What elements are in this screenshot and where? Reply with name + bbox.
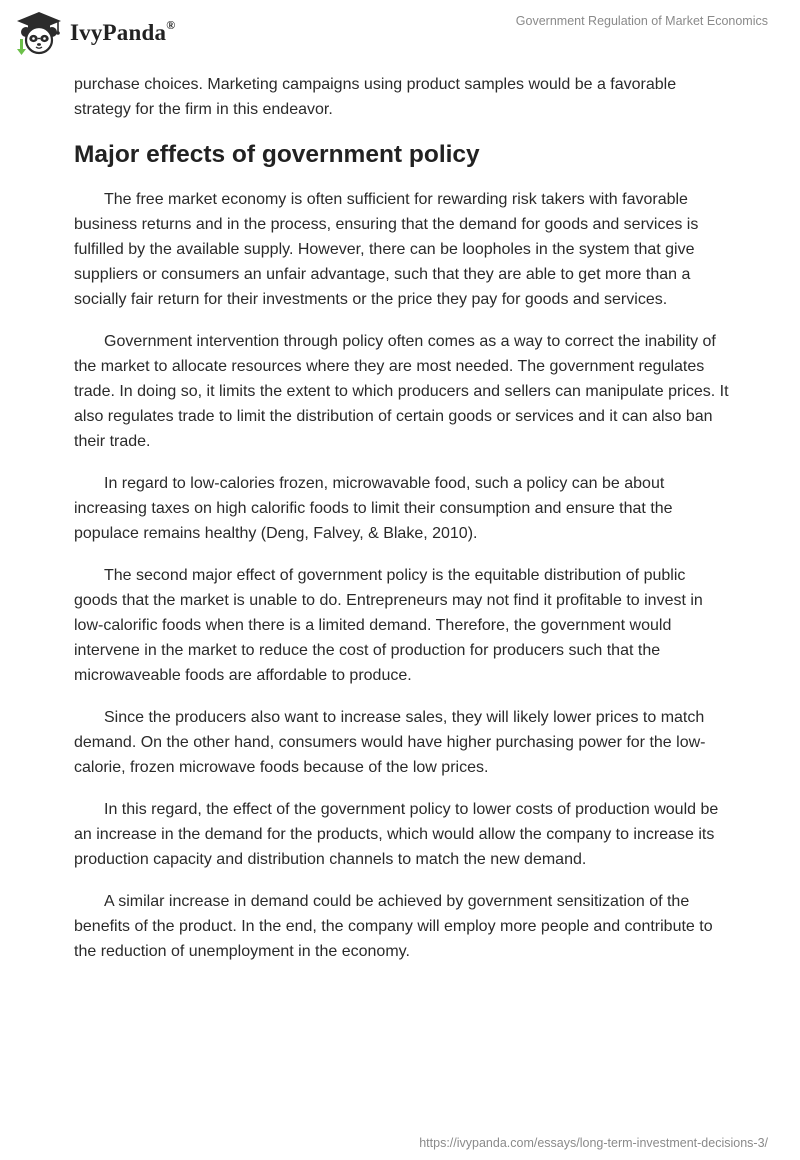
source-url[interactable]: https://ivypanda.com/essays/long-term-investment-decisions-3/ — [419, 1136, 768, 1150]
body-paragraph: In this regard, the effect of the government policy to lower costs of production would be an increase in the demand for the products, which would allow the company to increase its production capacity and distribution channels to match the new demand. — [74, 801, 719, 868]
document-title: Government Regulation of Market Economics — [515, 14, 768, 28]
body-paragraph: The free market economy is often sufficient for rewarding risk takers with favorable business returns and in the process, ensuring that the demand for goods and services is fulfilled by the available supply. However, there can be loopholes in the system that give suppliers or consumers an unfair advantage, such that they are able to get more than a socially fair return for their investments or the price they pay for goods and services. — [74, 191, 699, 308]
lead-paragraph: purchase choices. Marketing campaigns using product samples would be a favorable strategy for the firm in this endeavor. — [74, 76, 677, 118]
panda-graduate-logo-icon — [14, 10, 64, 56]
section-heading: Major effects of government policy — [74, 141, 480, 168]
brand-name: IvyPanda® — [70, 18, 176, 45]
brand-logo[interactable] — [14, 8, 175, 58]
body-paragraph: Since the producers also want to increase sales, they will likely lower prices to match demand. On the other hand, consumers would have higher purchasing power for the low-calorie, frozen microwave foods because of the low prices. — [74, 709, 706, 776]
body-paragraph: In regard to low-calories frozen, microwavable food, such a policy can be about increasing taxes on high calorific foods to limit their consumption and ensure that the populace remains healthy (Deng, Falvey, & Blake, 2010). — [74, 475, 673, 542]
body-paragraph: The second major effect of government policy is the equitable distribution of public goods that the market is unable to do. Entrepreneurs may not find it profitable to invest in low-calorific foods when there is a limited demand. Therefore, the government would intervene in the market to reduce the cost of production for producers such that the microwaveable foods are affordable to produce. — [74, 567, 703, 684]
essay-content — [74, 72, 730, 981]
body-paragraph: Government intervention through policy often comes as a way to correct the inability of the market to allocate resources where they are most needed. The government regulates trade. In doing so, it limits the extent to which producers and sellers can manipulate prices. It also regulates trade to limit the distribution of certain goods or services and it can also ban their trade. — [74, 333, 729, 450]
body-paragraph: A similar increase in demand could be achieved by government sensitization of the benefits of the product. In the end, the company will employ more people and contribute to the reduction of unemployment in the economy. — [74, 893, 713, 960]
